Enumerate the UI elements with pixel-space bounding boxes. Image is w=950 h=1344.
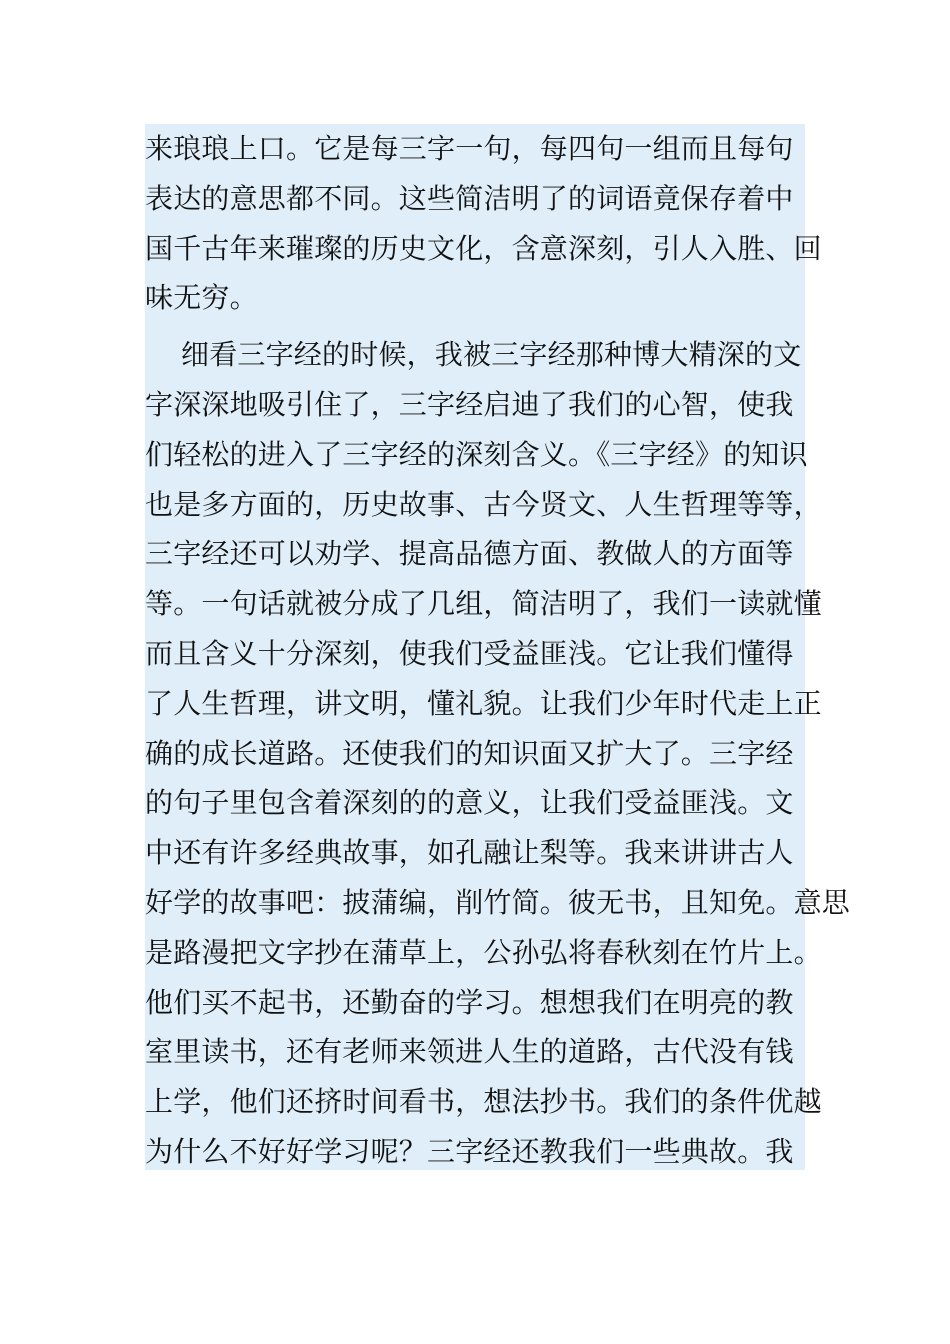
text-line: 了人生哲理，讲文明，懂礼貌。让我们少年时代走上正 (145, 686, 822, 720)
text-line: 字深深地吸引住了，三字经启迪了我们的心智，使我 (145, 387, 794, 421)
paragraph-spacer (145, 323, 835, 330)
document-body (145, 124, 851, 1177)
text-line: 而且含义十分深刻，使我们受益匪浅。它让我们懂得 (145, 636, 794, 670)
text-line: 三字经还可以劝学、提高品德方面、教做人的方面等 (145, 537, 794, 571)
text-line: 等。一句话就被分成了几组，简洁明了，我们一读就懂 (145, 587, 822, 621)
text-line: 的句子里包含着深刻的的意义，让我们受益匪浅。文 (145, 786, 794, 820)
text-line: 国千古年来璀璨的历史文化，含意深刻，引人入胜、回 (145, 231, 822, 265)
paragraph-1 (145, 124, 835, 323)
text-line: 味无穷。 (145, 281, 258, 315)
text-line: 好学的故事吧：披蒲编，削竹简。彼无书，且知免。意思 (145, 885, 851, 919)
text-line: 他们买不起书，还勤奋的学习。想想我们在明亮的教 (145, 985, 794, 1019)
text-line: 室里读书，还有老师来领进人生的道路，古代没有钱 (145, 1035, 794, 1069)
text-line: 确的成长道路。还使我们的知识面又扩大了。三字经 (145, 736, 794, 770)
text-line: 细看三字经的时候，我被三字经那种博大精深的文 (181, 338, 802, 372)
paragraph-2 (145, 330, 851, 1177)
text-line: 表达的意思都不同。这些简洁明了的词语竟保存着中 (145, 181, 794, 215)
text-line: 为什么不好好学习呢？三字经还教我们一些典故。我 (145, 1134, 794, 1168)
text-line: 也是多方面的，历史故事、古今贤文、人生哲理等等， (145, 487, 822, 521)
text-line: 来琅琅上口。它是每三字一句，每四句一组而且每句 (145, 132, 794, 165)
text-line: 中还有许多经典故事，如孔融让梨等。我来讲讲古人 (145, 836, 794, 870)
text-line: 们轻松的进入了三字经的深刻含义。《三字经》的知识 (145, 437, 808, 471)
text-line: 是路漫把文字抄在蒲草上，公孙弘将春秋刻在竹片上。 (145, 935, 822, 969)
text-line: 上学，他们还挤时间看书，想法抄书。我们的条件优越 (145, 1085, 822, 1119)
